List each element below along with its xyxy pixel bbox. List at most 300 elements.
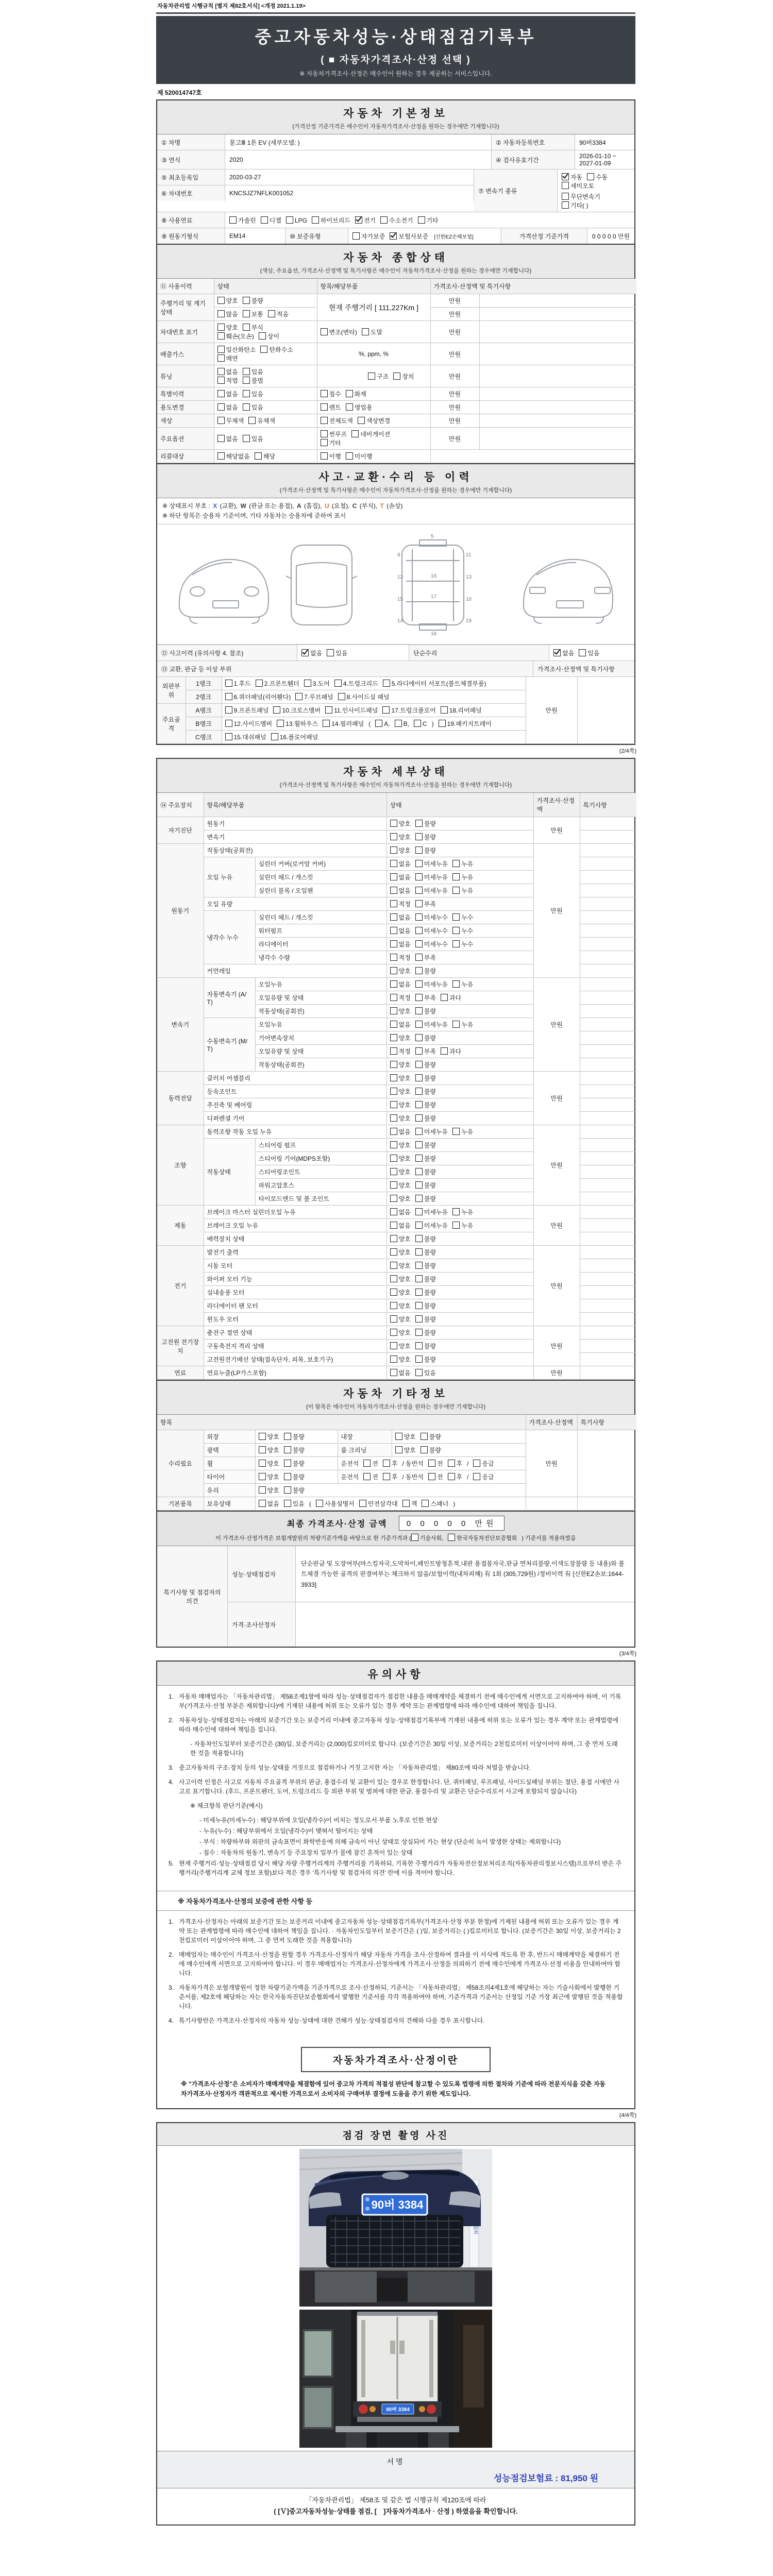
check-option: 후 bbox=[448, 1472, 463, 1481]
checkbox bbox=[415, 860, 423, 867]
check-option: 양호 bbox=[390, 846, 411, 855]
table-cell bbox=[526, 1497, 577, 1511]
svg-text:15: 15 bbox=[397, 597, 404, 603]
checkbox bbox=[411, 1534, 418, 1541]
price-notice-items bbox=[157, 1911, 634, 2039]
check-option: 전 bbox=[428, 1472, 443, 1481]
state-options bbox=[386, 1232, 533, 1246]
field-label: ③ 연식 bbox=[157, 150, 225, 169]
table-cell: 기본품목 bbox=[157, 1497, 204, 1511]
check-option: 양호 bbox=[390, 1114, 411, 1123]
item-label: 윈도우 모터 bbox=[204, 1313, 386, 1326]
checkbox bbox=[452, 1222, 460, 1229]
check-option: 무채색 bbox=[217, 416, 244, 425]
checkbox bbox=[441, 706, 448, 714]
checkbox bbox=[248, 417, 256, 424]
field-label: ⑧ 사용연료 bbox=[157, 212, 225, 228]
checkbox bbox=[284, 1500, 291, 1507]
check-option: 과다 bbox=[441, 993, 461, 1002]
rank-fee-header: 가격조사·산정액 및 특기사항 bbox=[533, 661, 634, 676]
check-option: 누유 bbox=[452, 1020, 473, 1029]
checkbox bbox=[415, 1007, 423, 1014]
fuel-options bbox=[225, 212, 634, 228]
table-cell bbox=[222, 677, 526, 690]
item-label: 구동축전지 격리 상태 bbox=[204, 1340, 386, 1353]
svg-text:10: 10 bbox=[466, 597, 472, 603]
checkbox bbox=[321, 430, 328, 437]
checkbox bbox=[243, 310, 250, 317]
item-label: 추진축 및 베어링 bbox=[204, 1098, 386, 1112]
checkbox bbox=[393, 372, 400, 380]
table-cell bbox=[577, 677, 636, 744]
check-option: 장치 bbox=[393, 372, 414, 381]
notice-items bbox=[157, 1686, 634, 1891]
check-option: 미세누유 bbox=[415, 886, 448, 895]
check-option: 불량 bbox=[284, 1472, 305, 1481]
table-cell bbox=[317, 401, 430, 414]
checkbox bbox=[415, 1369, 423, 1376]
reg-no-value: 90버3384 bbox=[579, 139, 606, 146]
checkbox bbox=[390, 1101, 397, 1108]
table-cell bbox=[222, 731, 526, 744]
checkbox bbox=[390, 1275, 397, 1282]
checkbox bbox=[452, 887, 460, 894]
section-caption: (가격조사·산정액 및 특기사항은 매수인이 자동차가격조사·산정을 원하는 경우에만 기재합니다) bbox=[279, 487, 512, 494]
check-option: 누유 bbox=[452, 980, 473, 989]
note-cell bbox=[580, 817, 636, 831]
checkbox bbox=[562, 201, 569, 209]
item-label: 배력장치 상태 bbox=[204, 1232, 386, 1246]
check-option: 양호 bbox=[390, 1154, 411, 1163]
check-option: 17.트렁크플로어 bbox=[382, 706, 435, 715]
item-label: 라디에이터 bbox=[255, 938, 386, 951]
car-damage-diagrams bbox=[157, 524, 634, 645]
check-option: 도말 bbox=[362, 328, 382, 336]
field-label: ① 차명 bbox=[157, 134, 225, 150]
field-label: ⑩ 보증유형 bbox=[285, 228, 348, 244]
checkbox bbox=[441, 994, 448, 1001]
checkbox bbox=[259, 1500, 266, 1507]
table-cell: 만원 bbox=[430, 294, 479, 308]
check-option: 전 bbox=[428, 1459, 443, 1468]
note-cell bbox=[580, 978, 636, 991]
checkbox bbox=[229, 216, 237, 224]
state-options bbox=[386, 1005, 533, 1018]
fee-cell: 만원 bbox=[533, 1125, 580, 1206]
checkbox bbox=[390, 833, 397, 840]
check-option: 불량 bbox=[415, 1315, 436, 1324]
note-cell bbox=[580, 1152, 636, 1165]
checkbox bbox=[448, 1534, 455, 1541]
confirmation-line2: ( [Ｖ]중고자동차성능·상태를 점검, [ ]자동차가격조사 · 산정 ) 하였음을 확인합니다. bbox=[274, 2507, 518, 2515]
check-option: 없음 bbox=[390, 1127, 411, 1136]
table-cell bbox=[222, 704, 526, 717]
column-header: 상태 bbox=[214, 279, 317, 294]
note-cell bbox=[580, 964, 636, 978]
checkbox bbox=[415, 1141, 423, 1148]
table-cell: 만원 bbox=[430, 365, 479, 387]
note-cell bbox=[580, 1219, 636, 1232]
divider bbox=[156, 12, 635, 14]
table-cell bbox=[392, 1444, 526, 1457]
check-option: 없음 bbox=[553, 649, 574, 657]
item-label: 기어변속장치 bbox=[255, 1031, 386, 1045]
checkbox bbox=[312, 216, 319, 224]
table-cell bbox=[255, 1444, 338, 1457]
check-option: 있음 bbox=[243, 403, 263, 412]
item-label: 오일유량 및 상태 bbox=[255, 1045, 386, 1058]
checkbox-checked bbox=[562, 173, 569, 180]
state-options bbox=[386, 1098, 533, 1112]
check-option: 구조 bbox=[368, 372, 389, 381]
check-option: 양호 bbox=[390, 967, 411, 975]
svg-text:13: 13 bbox=[466, 574, 472, 581]
inspector-label: 성능·상태점검자 bbox=[228, 1546, 296, 1602]
item-label: 연료누출(LP가스포함) bbox=[204, 1366, 386, 1380]
table-cell bbox=[479, 414, 636, 428]
checkbox bbox=[390, 913, 397, 921]
item-label: 오일 유량 bbox=[204, 897, 386, 911]
section-caption: (색상, 주요옵션, 가격조사·산정액 및 특기사항은 매수인이 자동차가격조사·산정을 원하는 경우에만 기재합니다) bbox=[260, 268, 532, 274]
accident-history-label: ⑫ 사고이력 (유의사항 4. 참조) bbox=[157, 645, 297, 660]
checkbox bbox=[346, 403, 353, 411]
checkbox bbox=[390, 1208, 397, 1215]
checkbox bbox=[390, 1262, 397, 1269]
check-option: 양호 bbox=[390, 1328, 411, 1337]
check-option: 양호 bbox=[390, 1033, 411, 1042]
column-header: 가격조사·산정액 bbox=[533, 793, 580, 817]
svg-text:18: 18 bbox=[431, 631, 437, 636]
checkbox bbox=[351, 430, 359, 437]
checkbox bbox=[390, 1289, 397, 1296]
state-options bbox=[386, 1286, 533, 1299]
check-option: 불법 bbox=[243, 376, 263, 385]
note-cell bbox=[580, 1366, 636, 1380]
check-option: 불량 bbox=[284, 1459, 305, 1468]
checkbox bbox=[390, 1355, 397, 1363]
check-option: 수소전기 bbox=[380, 216, 413, 225]
table-row bbox=[157, 1430, 636, 1444]
check-option: 미세누유 bbox=[415, 1221, 448, 1230]
checkbox bbox=[415, 967, 423, 974]
checkbox bbox=[346, 390, 353, 397]
table-row bbox=[157, 1326, 636, 1340]
check-option: 적정 bbox=[390, 1047, 411, 1056]
checkbox bbox=[295, 693, 303, 700]
table-cell: 차대번호 표기 bbox=[157, 321, 214, 343]
checkbox bbox=[415, 1101, 423, 1108]
appraiser-opinion-text bbox=[296, 1602, 634, 1647]
state-options bbox=[386, 1139, 533, 1152]
table-header-row bbox=[157, 279, 636, 294]
check-option: 양호 bbox=[217, 296, 238, 305]
simple-repair-options bbox=[549, 645, 634, 660]
table-cell bbox=[222, 717, 526, 731]
basic-row-fuel bbox=[157, 212, 634, 228]
group-label: 오일 누유 bbox=[204, 857, 255, 897]
checkbox bbox=[284, 1460, 291, 1467]
signature-row bbox=[157, 2451, 634, 2488]
table-cell: 배출가스 bbox=[157, 343, 214, 365]
section-band-basic bbox=[157, 100, 634, 134]
section-caption: (가격산정 기준가격은 매수인이 자동차가격조사·산정을 원하는 경우에만 기재합니다) bbox=[292, 124, 499, 130]
item-label: 오일누유 bbox=[255, 1018, 386, 1031]
check-option: 사용설명서 bbox=[316, 1499, 355, 1508]
warranty-options bbox=[348, 228, 501, 244]
check-option: 양호 bbox=[390, 1288, 411, 1297]
check-option: 있음 bbox=[243, 389, 263, 398]
item-label: 실린더 커버(로커암 커버) bbox=[255, 857, 386, 871]
notice-item: 2. 매매업자는 매수인이 가격조사·산정을 원할 경우 가격조사·산정자가 해당 자동차 가격을 조사·산정하여 결과를 이 서식에 적도록 한 후, 반드시 매매계약을 체결하기 전에 매수인에게 서면으로 고지하여야 합니다. 이 경우 매매업자는 가격조사·산정자에게 가격조사·산정을 의뢰하기 전에 매수인에게 가격조사·산정 비용을 안내하여야 합니다. bbox=[169, 1951, 620, 1977]
checkbox bbox=[321, 439, 328, 446]
checkbox bbox=[415, 927, 423, 934]
checkbox bbox=[390, 1034, 397, 1041]
checkbox bbox=[217, 297, 225, 304]
notice-item: - 미세누유(미세누수) : 해당부위에 오일(냉각수)이 비치는 정도로서 부품 노후로 인한 현상 bbox=[199, 1817, 438, 1824]
final-price-value: 0 0 0 0 0 만원 bbox=[399, 1516, 505, 1531]
checkbox bbox=[415, 1235, 423, 1242]
license-plate bbox=[382, 2404, 414, 2414]
state-options bbox=[386, 1192, 533, 1206]
table-cell bbox=[479, 428, 636, 450]
checkbox bbox=[382, 706, 390, 714]
check-option: / bbox=[467, 1473, 469, 1481]
check-option: 없음 bbox=[390, 940, 411, 948]
simple-repair-label: 단순수리 bbox=[409, 645, 549, 660]
check-option: 해당없음 bbox=[217, 452, 250, 461]
checkbox bbox=[390, 1047, 397, 1055]
checkbox bbox=[273, 706, 280, 714]
page-label: (2/4쪽) bbox=[619, 748, 636, 755]
table-cell: 룸 크리닝 bbox=[338, 1444, 392, 1457]
check-option: 누유 bbox=[452, 873, 473, 882]
check-option: 불량 bbox=[415, 1033, 436, 1042]
checkbox bbox=[415, 1289, 423, 1296]
svg-text:16: 16 bbox=[431, 573, 437, 580]
table-cell: 외판부위 bbox=[157, 677, 186, 704]
svg-text:90버 3384: 90버 3384 bbox=[371, 2198, 424, 2211]
item-label: 라디에이터 팬 모터 bbox=[204, 1299, 386, 1313]
checkbox bbox=[415, 1329, 423, 1336]
column-header: 항목 bbox=[157, 1415, 526, 1430]
summary-table bbox=[157, 279, 636, 463]
notice-item: 5. 현재 주행거리·성능·상태점검 당시 해당 차량 주행거리계의 주행거리를 기록하되, 기록한 주행거리가 자동차전산정보처리조직(자동차관리정보시스템)으로부터 받은 주행거리(주행거리계 교체 정보 포함)보다 적은 경우 '특기사항 및 점검자의 의견' 란에 이를 적어야 합니다. bbox=[169, 1860, 622, 1877]
check-option: 18.리어패널 bbox=[441, 706, 482, 715]
check-option: 불량 bbox=[415, 1234, 436, 1243]
table-cell: B랭크 bbox=[186, 717, 222, 731]
group-label: 자동변속기 (A/T) bbox=[204, 978, 255, 1018]
state-options bbox=[386, 951, 533, 964]
item-label: 클러치 어셈블리 bbox=[204, 1072, 386, 1085]
table-cell bbox=[214, 294, 317, 308]
item-label: 실린더 블록 / 오일팬 bbox=[255, 884, 386, 897]
vin-value: KNCSJZ7NFLK001052 bbox=[225, 185, 474, 201]
section-notice bbox=[156, 1660, 635, 2109]
state-options bbox=[386, 1045, 533, 1058]
check-option: 7.루브패널 bbox=[295, 692, 333, 701]
note-cell bbox=[580, 1179, 636, 1192]
checkbox bbox=[452, 980, 460, 988]
check-option: 누수 bbox=[452, 913, 473, 922]
fee-cell: 만원 bbox=[533, 1366, 580, 1380]
state-options bbox=[386, 1179, 533, 1192]
checkbox bbox=[284, 1473, 291, 1480]
check-option: 불량 bbox=[415, 1087, 436, 1096]
check-option: 디젤 bbox=[261, 216, 281, 225]
table-row bbox=[157, 978, 636, 991]
state-options bbox=[386, 1165, 533, 1179]
checkbox bbox=[421, 1446, 428, 1453]
checkbox bbox=[277, 720, 284, 727]
form-reference: 자동차관리법 시행규칙 [별지 제82호서식] <개정 2021.1.19> bbox=[157, 3, 306, 9]
checkbox bbox=[390, 1114, 397, 1122]
checkbox bbox=[415, 1275, 423, 1282]
check-option: 누수 bbox=[452, 940, 473, 948]
check-option: 전체도색 bbox=[321, 416, 353, 425]
table-cell: 만원 bbox=[430, 414, 479, 428]
engine-type-value: EM14 bbox=[225, 228, 285, 244]
checkbox bbox=[395, 1433, 402, 1440]
header-note: ※ 자동차가격조사·산정은 매수인이 원하는 경우 제공하는 서비스입니다. bbox=[299, 70, 492, 77]
check-option: 네비게이션 bbox=[351, 430, 390, 438]
checkbox bbox=[255, 452, 262, 460]
note-cell bbox=[580, 1165, 636, 1179]
check-option: 없음 bbox=[217, 389, 238, 398]
note-cell bbox=[580, 1031, 636, 1045]
check-option: ( bbox=[368, 720, 371, 728]
checkbox bbox=[390, 887, 397, 894]
check-option: 누유 bbox=[452, 886, 473, 895]
checkbox bbox=[259, 1433, 266, 1440]
item-label: 오일누유 bbox=[255, 978, 386, 991]
checkbox bbox=[217, 390, 225, 397]
check-option: C bbox=[414, 720, 427, 727]
field-label: ⑦ 변속기 종류 bbox=[474, 170, 558, 212]
column-header: 특기사항 bbox=[577, 1415, 636, 1430]
section-band-detail bbox=[157, 759, 634, 793]
checkbox bbox=[363, 1473, 371, 1480]
table-cell bbox=[479, 294, 636, 308]
check-option: 불량 bbox=[415, 1154, 436, 1163]
table-cell bbox=[577, 1430, 636, 1497]
checkbox bbox=[259, 1486, 266, 1494]
note-cell bbox=[580, 1286, 636, 1299]
checkbox bbox=[414, 720, 421, 727]
check-option: 없음 bbox=[217, 403, 238, 412]
svg-text:11: 11 bbox=[466, 552, 472, 558]
state-options bbox=[386, 938, 533, 951]
check-option: 양호 bbox=[390, 1060, 411, 1069]
table-cell bbox=[255, 1470, 338, 1484]
checkbox bbox=[448, 1473, 455, 1480]
section-band-summary bbox=[157, 244, 634, 279]
checkbox bbox=[390, 1181, 397, 1189]
note-cell bbox=[580, 1125, 636, 1139]
detail-table bbox=[157, 793, 636, 1380]
checkbox bbox=[390, 820, 397, 827]
inspection-insurance-fee: 성능점검보험료 : 81,950 원 bbox=[493, 2473, 598, 2483]
fee-cell: 만원 bbox=[533, 1246, 580, 1326]
checkbox bbox=[359, 1500, 366, 1507]
device-label: 원동기 bbox=[157, 844, 204, 978]
notice-item: 4. 사고이력 인정은 사고로 자동차 주요골격 부위의 판금, 용접수리 및 교환이 있는 경우로 한정합니다. 단, 쿼터패널, 루프패널, 사이드실패널 부위는 절단, 용접 시에만 사고로 표기합니다. (후드, 프론트펜더, 도어, 트렁크리드 등 외판 부위 및 범퍼에 대한 판금, 용접수리 및 교환은 단순수리로서 사고에 포함되지 않습니다) bbox=[169, 1778, 620, 1795]
notice-item: 2. 자동차성능·상태점검자는 아래의 보증기간 또는 보증거리 이내에 중고자동차 성능·상태점검기록부에 기재된 내용에 허위 또는 오류가 있는 경우 계약 또는 관계법령에 따라 매수인에 대하여 책임을 집니다. bbox=[169, 1717, 618, 1734]
checkbox bbox=[415, 954, 423, 961]
checkbox bbox=[390, 1315, 397, 1323]
check-option: 양호 bbox=[390, 1181, 411, 1190]
insurer-name: [신한EZ손해보험] bbox=[434, 234, 474, 240]
checkbox bbox=[225, 706, 232, 714]
check-option: 운전석 bbox=[341, 1473, 359, 1481]
check-option: 양호 bbox=[390, 1342, 411, 1350]
checkbox bbox=[243, 297, 250, 304]
check-option: 12.사이드멤버 bbox=[225, 719, 273, 728]
device-label: 전기 bbox=[157, 1246, 204, 1326]
checkbox bbox=[390, 1155, 397, 1162]
table-cell: 수리필요 bbox=[157, 1430, 204, 1497]
check-option: 있음 bbox=[243, 367, 263, 376]
state-options bbox=[386, 1273, 533, 1286]
table-cell: 리콜대상 bbox=[157, 450, 214, 463]
checkbox bbox=[323, 720, 330, 727]
check-option: 불량 bbox=[415, 1342, 436, 1350]
checkbox bbox=[415, 1155, 423, 1162]
table-cell: 외장 bbox=[204, 1430, 255, 1444]
table-cell: 보유상태 bbox=[204, 1497, 255, 1511]
year-value: 2020 bbox=[225, 150, 492, 169]
state-options bbox=[386, 1058, 533, 1072]
check-option: 있음 bbox=[579, 649, 599, 657]
state-options bbox=[386, 1152, 533, 1165]
check-option: 있음 bbox=[284, 1499, 305, 1508]
check-option: 이행 bbox=[321, 452, 341, 461]
checkbox bbox=[383, 1473, 390, 1480]
check-option: 부족 bbox=[415, 900, 436, 908]
table-cell bbox=[479, 387, 636, 401]
checkbox bbox=[390, 860, 397, 867]
checkbox bbox=[415, 1302, 423, 1309]
checkbox bbox=[562, 193, 569, 200]
confirmation-line1: 「자동차관리법」 제58조 및 같은 법 시행규칙 제120조에 따라 bbox=[305, 2496, 486, 2504]
check-option: 보험사보증 bbox=[390, 232, 428, 241]
check-option: 없음 bbox=[390, 1368, 411, 1377]
state-options bbox=[386, 884, 533, 897]
check-option: 있음 bbox=[415, 1368, 436, 1377]
table-cell: 만원 bbox=[430, 343, 479, 365]
check-option: 한국자동차진단보증협회 bbox=[448, 1534, 517, 1542]
checkbox bbox=[217, 417, 225, 424]
check-option: 적음 bbox=[268, 310, 289, 318]
check-option: 불량 bbox=[284, 1446, 305, 1454]
checkbox bbox=[390, 1329, 397, 1336]
note-cell bbox=[580, 857, 636, 871]
checkbox bbox=[225, 733, 232, 740]
table-cell bbox=[479, 343, 636, 365]
check-option: 상이 bbox=[259, 332, 279, 341]
section-detail bbox=[156, 758, 635, 1648]
document-page bbox=[156, 1, 635, 2526]
check-option: 6.쿼더패널(리어휀다) bbox=[225, 692, 291, 701]
checkbox bbox=[380, 216, 388, 224]
notice-item: 3. 자동차가격은 보험개발원이 정한 차량기준가액을 기준가격으로 조사·산정하되, 기준서는 「자동차관리법」 제58조의4제1호에 해당하는 자는 기술사회에서 발행한 기준서를, 제2호에 해당하는 자는 한국자동차진단보증협회에서 발행한 기준서를 각각 적용하여야 하며, 기준가격과 기준서는 산정일 기준 가장 최근에 발행된 것을 적용합니다. bbox=[169, 1984, 623, 2010]
note-cell bbox=[580, 1353, 636, 1366]
checkbox bbox=[325, 706, 332, 714]
check-option: 양호 bbox=[259, 1459, 279, 1468]
svg-text:5: 5 bbox=[431, 534, 434, 540]
check-option: 불량 bbox=[415, 1060, 436, 1069]
check-option: B, bbox=[395, 720, 409, 727]
checkbox bbox=[415, 1208, 423, 1215]
